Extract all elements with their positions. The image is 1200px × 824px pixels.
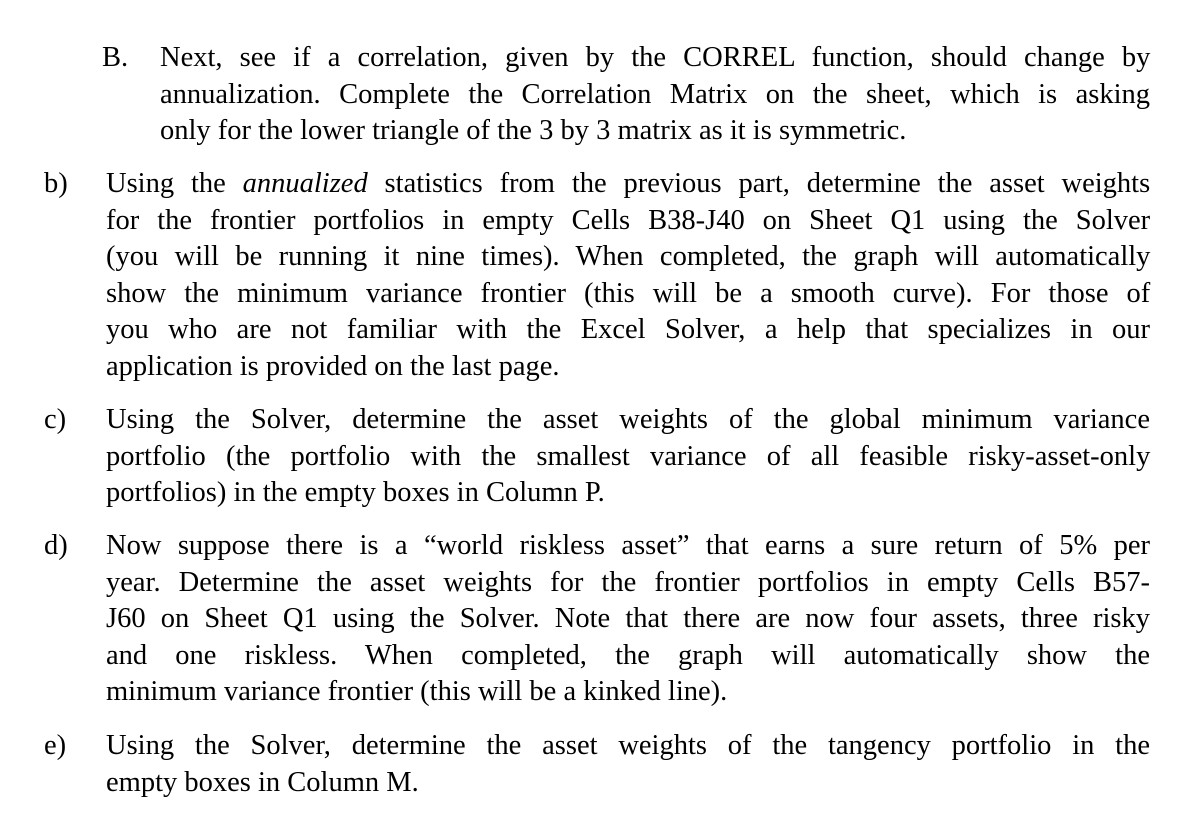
item-label: c) bbox=[44, 404, 67, 435]
emphasis-text: annualized bbox=[242, 168, 368, 199]
list-item-e bbox=[44, 728, 1150, 801]
text-line: for the frontier portfolios in empty Cells B38-J40 on Sheet Q1 using the Solver bbox=[106, 204, 1151, 236]
text-line: empty boxes in Column M. bbox=[106, 766, 419, 798]
list-item-d bbox=[44, 528, 1150, 711]
text-line bbox=[106, 166, 1150, 203]
text-line: annualization. Complete the Correlation Matrix on the sheet, which is asking bbox=[160, 78, 1150, 110]
text-line: only for the lower triangle of the 3 by 3 matrix as it is symmetric. bbox=[160, 115, 907, 146]
text-line: year. Determine the asset weights for the frontier portfolios in empty Cells B57- bbox=[106, 566, 1150, 598]
text-line: J60 on Sheet Q1 using the Solver. Note that there are now four assets, three risky bbox=[106, 603, 1150, 634]
text-line: Using the Solver, determine the asset weights of the tangency portfolio in the bbox=[106, 730, 1150, 761]
text-line: application is provided on the last page. bbox=[106, 350, 560, 382]
text-line: show the minimum variance frontier (this will be a smooth curve). For those of bbox=[106, 277, 1151, 309]
list-item-b bbox=[44, 166, 1151, 385]
list-item-B bbox=[102, 40, 1151, 150]
text-line: Using the Solver, determine the asset weights of the global minimum variance bbox=[106, 404, 1150, 435]
text-line: portfolios) in the empty boxes in Column P. bbox=[106, 477, 605, 508]
text-line: Next, see if a correlation, given by the CORREL function, should change by bbox=[160, 42, 1151, 73]
text-line: portfolio (the portfolio with the smallest variance of all feasible risky-asset-only bbox=[106, 440, 1151, 472]
text-fragment: Using the bbox=[106, 168, 243, 199]
text-line: (you will be running it nine times). When completed, the graph will automatically bbox=[106, 241, 1151, 272]
item-label: b) bbox=[44, 168, 68, 199]
text-line: you who are not familiar with the Excel Solver, a help that specializes in our bbox=[106, 314, 1150, 345]
text-fragment: statistics from the previous part, determine the asset weights bbox=[367, 168, 1151, 199]
item-label: e) bbox=[44, 730, 67, 761]
text-line: minimum variance frontier (this will be a kinked line). bbox=[106, 676, 728, 707]
list-item-c bbox=[44, 402, 1151, 512]
item-label: d) bbox=[44, 530, 68, 561]
text-line: and one riskless. When completed, the graph will automatically show the bbox=[106, 639, 1150, 671]
text-line: Now suppose there is a “world riskless asset” that earns a sure return of 5% per bbox=[106, 530, 1150, 561]
item-label: B. bbox=[102, 42, 129, 73]
